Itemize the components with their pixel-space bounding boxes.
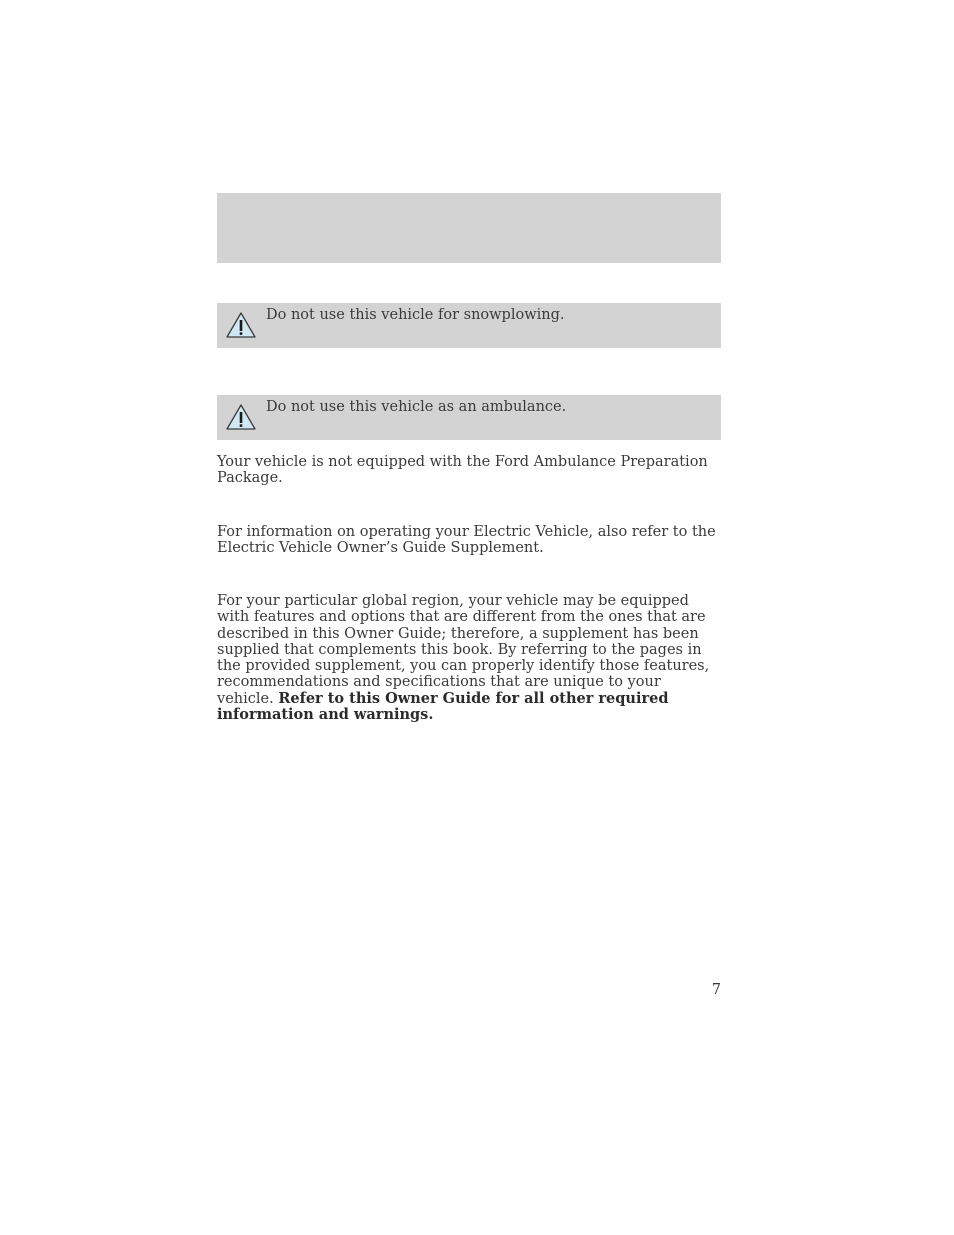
supplement-text: For your particular global region, your vehicle may be equipped with features and options that are different from the ones that are described in this Owner Guide; therefore, a supplement has been supplied that complements this book. By referring to the pages in the provided supplement, you can properly identify those features, recommendations and specifications that are unique to your vehicle. xyxy=(217,593,710,707)
warning-box-ambulance xyxy=(217,395,721,440)
section-header-band xyxy=(217,193,721,263)
warning-triangle-icon xyxy=(225,403,257,431)
warning-text: Do not use this vehicle for snowplowing. xyxy=(266,307,565,323)
warning-box-snowplowing xyxy=(217,303,721,348)
page-number: 7 xyxy=(711,982,721,998)
supplement-bold-text: Refer to this Owner Guide for all other required information and warnings. xyxy=(217,689,669,724)
warning-triangle-icon xyxy=(225,311,257,339)
supplement-paragraph xyxy=(217,593,721,723)
ambulance-package-paragraph: Your vehicle is not equipped with the Ford Ambulance Preparation Package. xyxy=(217,454,708,487)
warning-text: Do not use this vehicle as an ambulance. xyxy=(266,399,567,415)
electric-vehicle-paragraph: For information on operating your Electric Vehicle, also refer to the Electric Vehicle Owner’s Guide Supplement. xyxy=(217,524,716,557)
